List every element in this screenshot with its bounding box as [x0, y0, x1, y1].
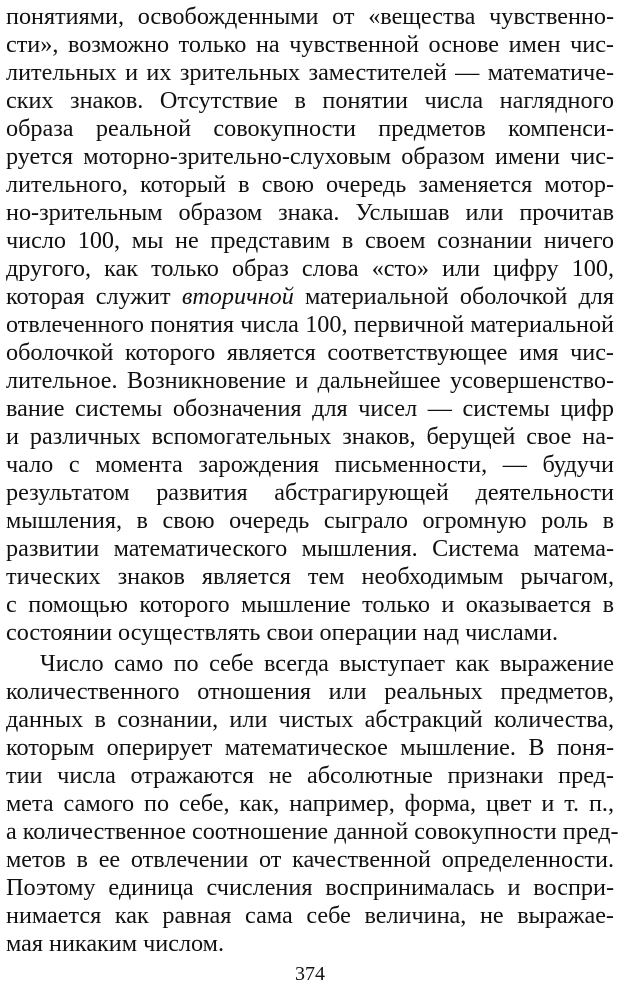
- text-line: лительного, который в свою очередь заменяется мотор-: [6, 171, 614, 198]
- text-line: но-зрительным образом знака. Услышав или прочитав: [6, 199, 614, 226]
- text-line: Число само по себе всегда выступает как выражение: [40, 650, 614, 677]
- text-line: развитии математического мышления. Система матема-: [6, 535, 614, 562]
- text-line: сти», возможно только на чувственной основе имен чис-: [6, 31, 614, 58]
- text-line: чало с момента зарождения письменности, — будучи: [6, 451, 614, 478]
- text-line: оболочкой которого является соответствующее имя чис-: [6, 339, 614, 366]
- text-line: данных в сознании, или чистых абстракций количества,: [6, 706, 614, 733]
- text-line: с помощью которого мышление только и оказывается в: [6, 591, 614, 618]
- text-line: лительное. Возникновение и дальнейшее усовершенство-: [6, 367, 614, 394]
- text-line: образа реальной совокупности предметов компенси-: [6, 115, 614, 142]
- emphasized-word: вторичной: [181, 283, 294, 310]
- page-number: 374: [295, 963, 325, 985]
- text-line: [6, 283, 614, 310]
- text-line: лительных и их зрительных заместителей — математиче-: [6, 59, 614, 86]
- text-run: которая служит: [6, 283, 182, 310]
- text-line: число 100, мы не представим в своем сознании ничего: [6, 227, 614, 254]
- text-line: вание системы обозначения для чисел — системы цифр: [6, 395, 614, 422]
- text-line: количественного отношения или реальных предметов,: [6, 678, 614, 705]
- text-line: тических знаков является тем необходимым рычагом,: [6, 563, 614, 590]
- text-line: нимается как равная сама себе величина, не выражае-: [6, 902, 614, 929]
- text-line: тии числа отражаются не абсолютные признаки пред-: [6, 762, 614, 789]
- text-line: которым оперирует математическое мышление. В поня-: [6, 734, 614, 761]
- text-line: и различных вспомогательных знаков, берущей свое на-: [6, 423, 614, 450]
- text-line: отвлеченного понятия числа 100, первичной материальной: [6, 311, 614, 338]
- text-line: мышления, в свою очередь сыграло огромную роль в: [6, 507, 614, 534]
- text-line: ских знаков. Отсутствие в понятии числа наглядного: [6, 87, 614, 114]
- text-run: материальной оболочкой для: [293, 283, 614, 310]
- text-line: результатом развития абстрагирующей деятельности: [6, 479, 614, 506]
- text-line: другого, как только образ слова «сто» или цифру 100,: [6, 255, 614, 282]
- text-line: Поэтому единица счисления воспринималась и воспри-: [6, 874, 614, 901]
- text-line: метов в ее отвлечении от качественной определенности.: [6, 846, 614, 873]
- text-line: руется моторно-зрительно-слуховым образом имени чис-: [6, 143, 614, 170]
- text-line: а количественное соотношение данной совокупности пред-: [6, 818, 619, 845]
- text-line: мета самого по себе, как, например, форма, цвет и т. п.,: [6, 790, 614, 817]
- text-line: мая никаким числом.: [6, 930, 225, 957]
- text-line: понятиями, освобожденными от «вещества чувственно-: [6, 3, 614, 30]
- text-line: состоянии осуществлять свои операции над числами.: [6, 619, 559, 646]
